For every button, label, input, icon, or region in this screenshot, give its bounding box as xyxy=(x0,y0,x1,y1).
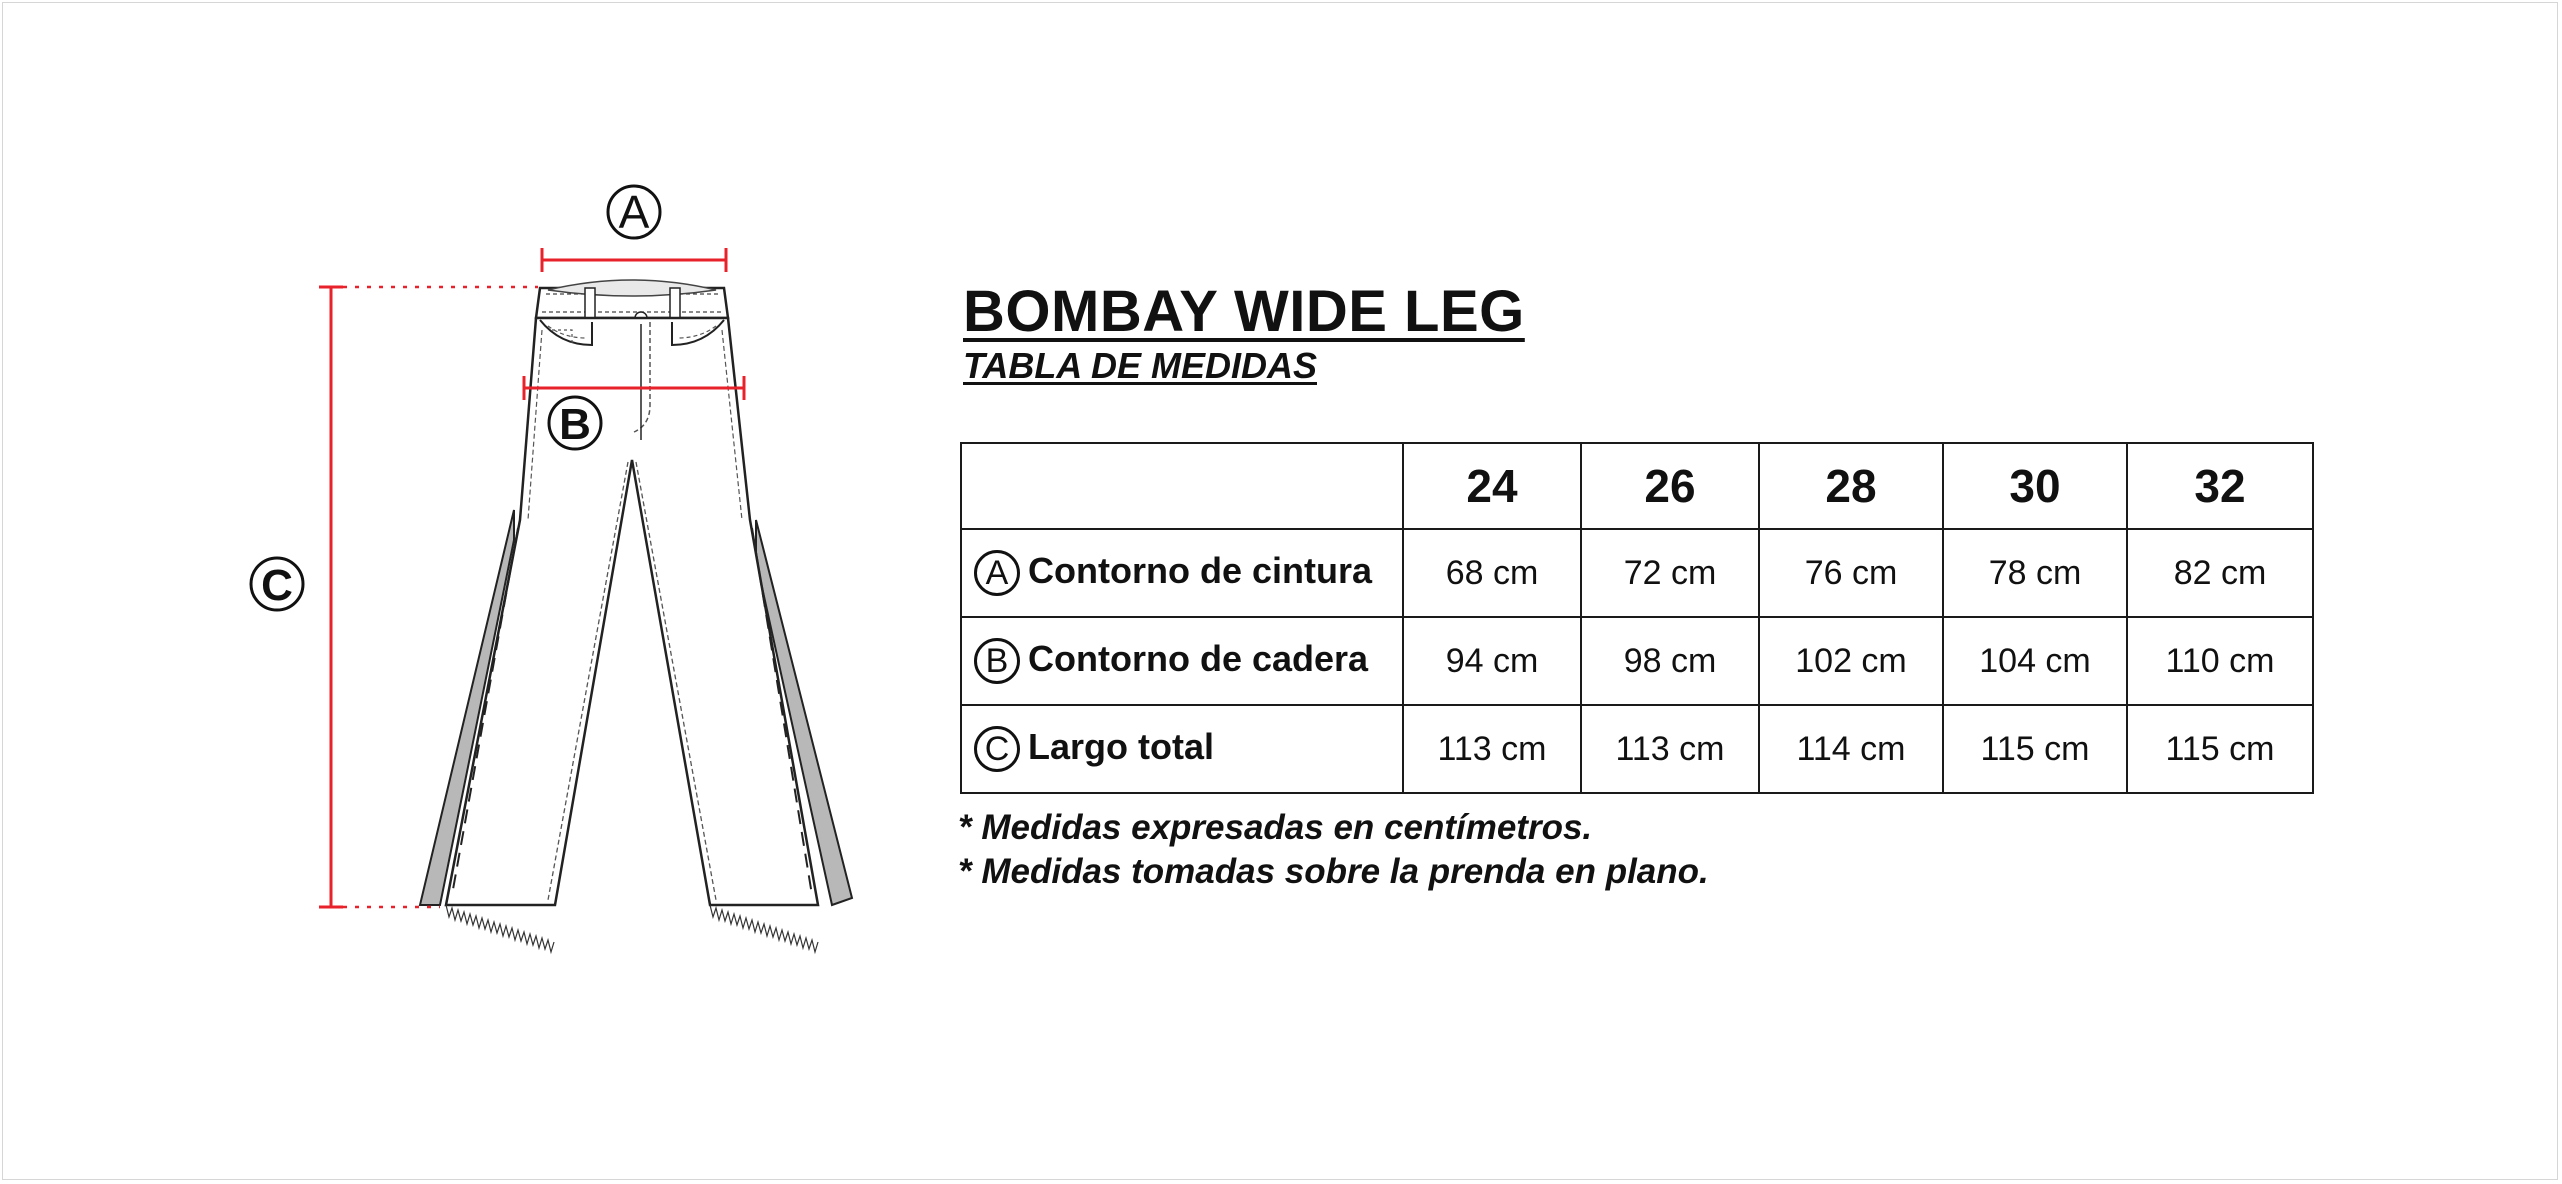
marker-b-icon xyxy=(549,397,601,449)
table-cell: 104 cm xyxy=(1943,617,2127,705)
table-row xyxy=(961,705,2313,793)
table-cell: 98 cm xyxy=(1581,617,1759,705)
table-row xyxy=(961,617,2313,705)
table-cell: 114 cm xyxy=(1759,705,1943,793)
row-label-cell xyxy=(961,529,1403,617)
table-cell: 68 cm xyxy=(1403,529,1581,617)
size-header: 24 xyxy=(1403,443,1581,529)
row-label-cell xyxy=(961,617,1403,705)
table-cell: 115 cm xyxy=(2127,705,2313,793)
jeans-outline xyxy=(446,318,818,905)
table-cell: 94 cm xyxy=(1403,617,1581,705)
marker-c-badge: C xyxy=(974,726,1020,772)
row-label: Contorno de cintura xyxy=(1028,549,1372,591)
table-cell: 110 cm xyxy=(2127,617,2313,705)
table-cell: 113 cm xyxy=(1581,705,1759,793)
table-cell: 72 cm xyxy=(1581,529,1759,617)
size-table xyxy=(960,442,2314,794)
size-header: 32 xyxy=(2127,443,2313,529)
table-cell: 76 cm xyxy=(1759,529,1943,617)
header-blank-cell xyxy=(961,443,1403,529)
notes xyxy=(958,806,1709,894)
measure-a-line xyxy=(542,248,726,272)
size-header: 28 xyxy=(1759,443,1943,529)
table-header-row xyxy=(961,443,2313,529)
product-title: BOMBAY WIDE LEG xyxy=(963,279,1525,344)
note-units: * Medidas expresadas en centímetros. xyxy=(958,808,1593,847)
row-label: Largo total xyxy=(1028,725,1214,767)
table-cell: 78 cm xyxy=(1943,529,2127,617)
measure-c-line xyxy=(319,287,343,907)
svg-text:A: A xyxy=(618,186,650,238)
size-header: 26 xyxy=(1581,443,1759,529)
row-label: Contorno de cadera xyxy=(1028,637,1369,679)
table-subtitle: TABLA DE MEDIDAS xyxy=(963,345,1317,386)
table-cell: 113 cm xyxy=(1403,705,1581,793)
svg-text:C: C xyxy=(261,561,293,610)
note-flat-measure: * Medidas tomadas sobre la prenda en plano. xyxy=(958,852,1709,891)
size-header: 30 xyxy=(1943,443,2127,529)
table-cell: 82 cm xyxy=(2127,529,2313,617)
row-label-cell xyxy=(961,705,1403,793)
marker-a-icon xyxy=(608,186,660,238)
marker-b-badge: B xyxy=(974,638,1020,684)
table-cell: 102 cm xyxy=(1759,617,1943,705)
marker-c-icon xyxy=(251,558,303,610)
svg-text:B: B xyxy=(559,400,591,449)
table-cell: 115 cm xyxy=(1943,705,2127,793)
table-row xyxy=(961,529,2313,617)
marker-a-badge: A xyxy=(974,550,1020,596)
frayed-hem xyxy=(446,905,818,952)
